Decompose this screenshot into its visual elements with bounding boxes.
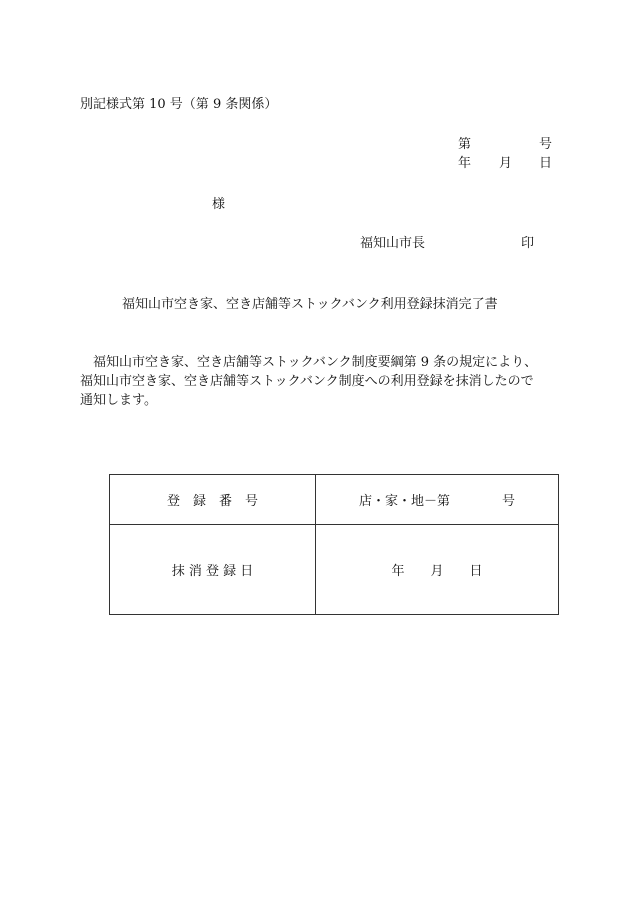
document-number-suffix: 号 xyxy=(539,137,553,152)
table-row xyxy=(110,525,559,615)
seal-mark: 印 xyxy=(521,236,535,251)
document-title: 福知山市空き家、空き店舗等ストックバンク利用登録抹消完了書 xyxy=(122,297,498,312)
registration-number-label: 登 録 番 号 xyxy=(110,475,316,525)
registration-number-value: 店・家・地－第 号 xyxy=(316,475,559,525)
issuer-name: 福知山市長 xyxy=(360,236,426,251)
issue-date-day: 日 xyxy=(539,156,553,171)
document-number-prefix: 第 xyxy=(458,137,472,152)
body-line: 福知山市空き家、空き店舗等ストックバンク制度要綱第 9 条の規定により、 xyxy=(93,355,538,370)
registration-table xyxy=(109,474,559,615)
table-row xyxy=(110,475,559,525)
body-line: 福知山市空き家、空き店舗等ストックバンク制度への利用登録を抹消したので xyxy=(80,374,534,389)
addressee-suffix: 様 xyxy=(212,197,226,212)
form-label: 別記様式第 10 号（第 9 条関係） xyxy=(80,97,278,112)
body-text xyxy=(80,353,560,410)
issue-date-month: 月 xyxy=(499,156,513,171)
issue-date-year: 年 xyxy=(458,156,472,171)
cancellation-date-value: 年 月 日 xyxy=(316,525,559,615)
body-line: 通知します。 xyxy=(80,393,157,408)
cancellation-date-label: 抹 消 登 録 日 xyxy=(110,525,316,615)
